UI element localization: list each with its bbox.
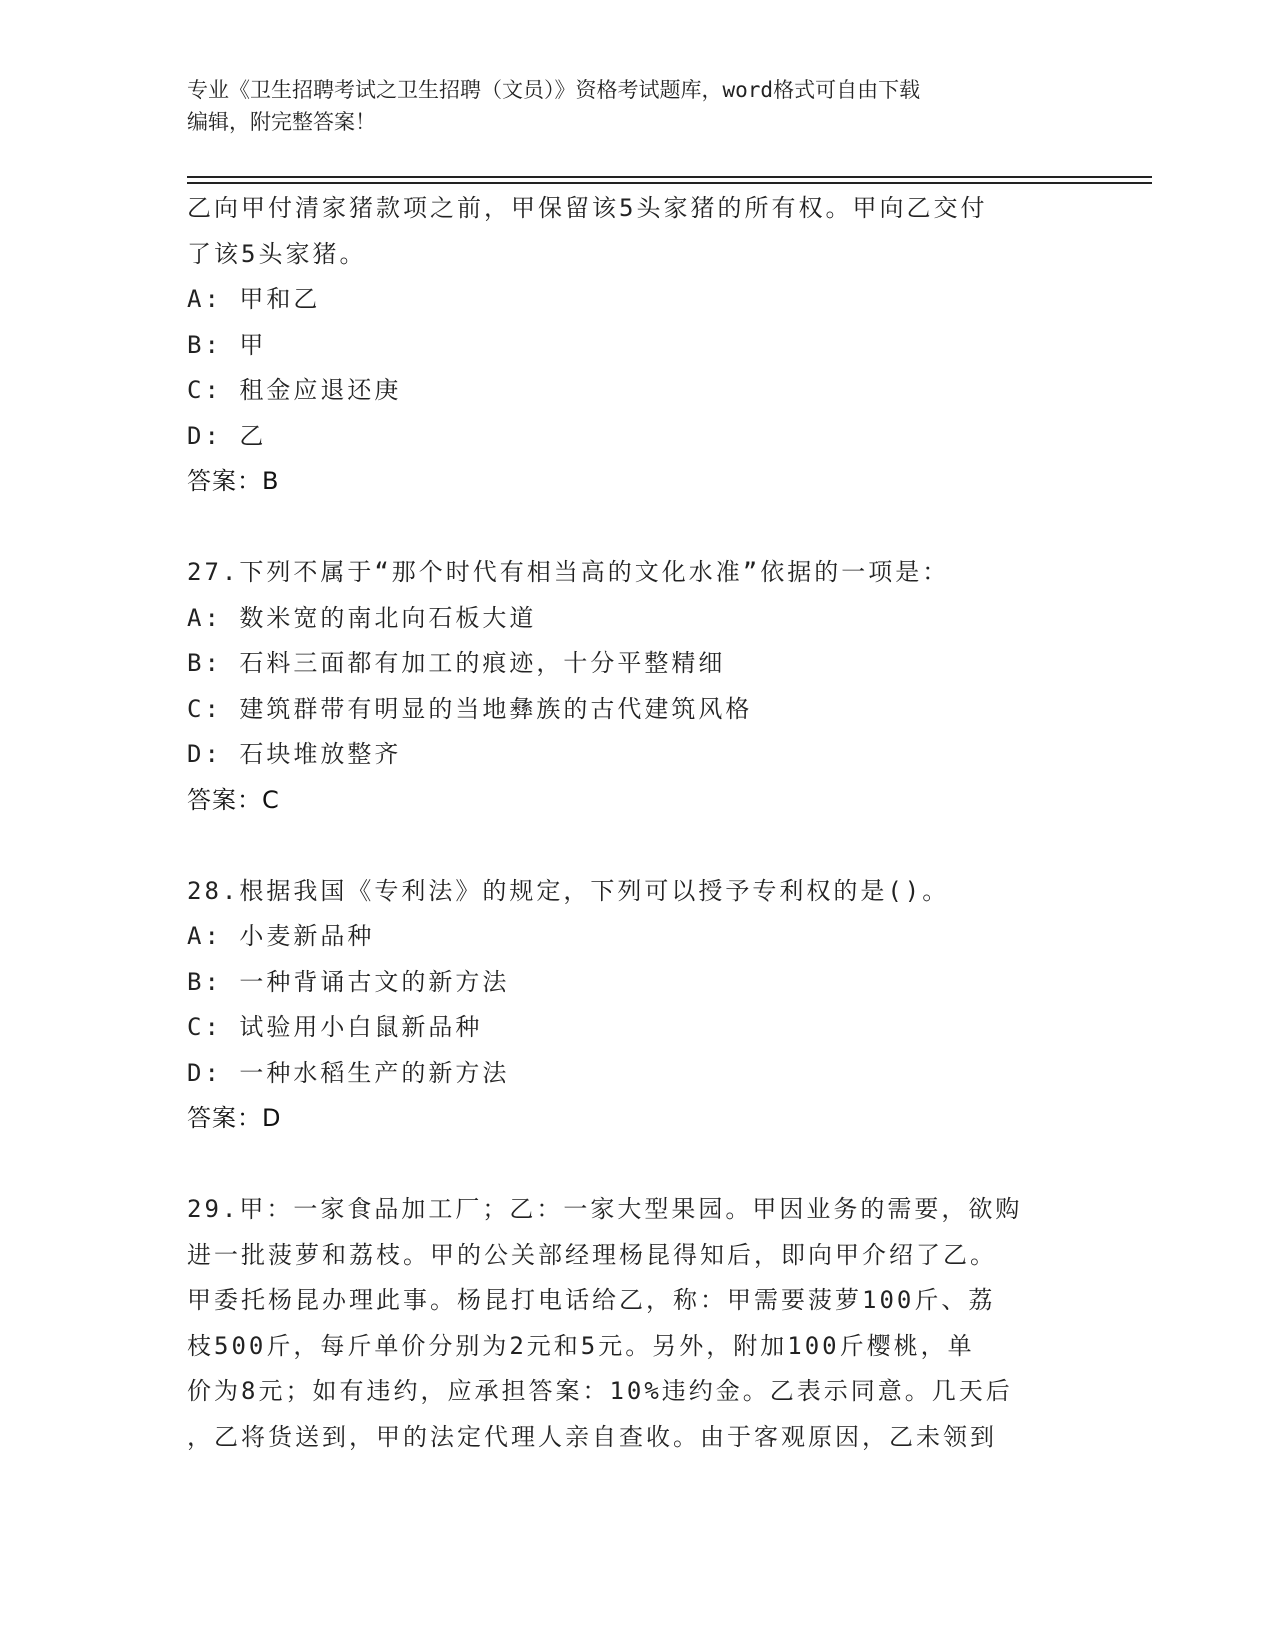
answer-label: 答案：C bbox=[187, 785, 280, 814]
intro-text-line: 乙向甲付清家猪款项之前，甲保留该5头家猪的所有权。甲向乙交付 bbox=[187, 194, 988, 222]
option-c: C: 试验用小白鼠新品种 bbox=[187, 1013, 483, 1041]
option-d-text: 石块堆放整齐 bbox=[239, 740, 402, 768]
option-a: A: 数米宽的南北向石板大道 bbox=[187, 603, 537, 632]
question-29 bbox=[187, 1187, 1077, 1460]
option-b-text: 甲 bbox=[239, 330, 267, 359]
intro-text-line: 了该5头家猪。 bbox=[187, 239, 367, 268]
option-c-text: 建筑群带有明显的当地彝族的古代建筑风格 bbox=[239, 694, 753, 723]
option-a: A: 甲和乙 bbox=[187, 285, 321, 313]
option-c: C: 建筑群带有明显的当地彝族的古代建筑风格 bbox=[187, 694, 753, 723]
question-text-line: ，乙将货送到，甲的法定代理人亲自查收。由于客观原因，乙未领到 bbox=[187, 1422, 997, 1451]
option-d: D: 乙 bbox=[187, 421, 267, 450]
option-a: A: 小麦新品种 bbox=[187, 922, 375, 950]
option-c: C: 租金应退还庚 bbox=[187, 376, 402, 404]
header-line-2: 编辑，附完整答案！ bbox=[187, 110, 376, 134]
question-text-line: 价为8元；如有违约，应承担答案：10%违约金。乙表示同意。几天后 bbox=[187, 1377, 1013, 1405]
intro-question bbox=[187, 186, 1077, 505]
header-divider-top bbox=[187, 176, 1152, 178]
option-d-text: 乙 bbox=[239, 421, 267, 450]
option-a-text: 甲和乙 bbox=[239, 285, 321, 313]
option-b: B: 石料三面都有加工的痕迹，十分平整精细 bbox=[187, 649, 726, 677]
option-b: B: 一种背诵古文的新方法 bbox=[187, 967, 510, 996]
option-d: D: 一种水稻生产的新方法 bbox=[187, 1058, 510, 1087]
answer-label: 答案：B bbox=[187, 467, 280, 495]
question-content bbox=[187, 186, 1077, 1460]
question-stem: 28.根据我国《专利法》的规定，下列可以授予专利权的是()。 bbox=[187, 876, 950, 905]
question-text-line: 29.甲：一家食品加工厂；乙：一家大型果园。甲因业务的需要，欲购 bbox=[187, 1195, 1023, 1223]
question-28 bbox=[187, 869, 1077, 1142]
answer-label: 答案：D bbox=[187, 1104, 282, 1132]
option-b: B: 甲 bbox=[187, 330, 267, 359]
question-text-line: 进一批菠萝和荔枝。甲的公关部经理杨昆得知后，即向甲介绍了乙。 bbox=[187, 1240, 997, 1269]
question-stem: 27.下列不属于“那个时代有相当高的文化水准”依据的一项是： bbox=[187, 558, 950, 586]
option-c-text: 试验用小白鼠新品种 bbox=[239, 1013, 483, 1041]
header-line-1: 专业《卫生招聘考试之卫生招聘（文员）》资格考试题库，word格式可自由下载 bbox=[187, 78, 921, 102]
option-a-text: 数米宽的南北向石板大道 bbox=[239, 603, 537, 632]
option-b-text: 石料三面都有加工的痕迹，十分平整精细 bbox=[239, 649, 726, 677]
header-divider-bottom bbox=[187, 182, 1152, 184]
option-a-text: 小麦新品种 bbox=[239, 922, 375, 950]
option-d: D: 石块堆放整齐 bbox=[187, 740, 402, 768]
question-text-line: 甲委托杨昆办理此事。杨昆打电话给乙，称：甲需要菠萝100斤、荔 bbox=[187, 1286, 996, 1314]
option-b-text: 一种背诵古文的新方法 bbox=[239, 967, 510, 996]
question-27 bbox=[187, 550, 1077, 823]
question-text-line: 枝500斤，每斤单价分别为2元和5元。另外，附加100斤樱桃，单 bbox=[187, 1331, 975, 1360]
option-d-text: 一种水稻生产的新方法 bbox=[239, 1058, 510, 1087]
document-header bbox=[187, 74, 1067, 138]
option-c-text: 租金应退还庚 bbox=[239, 376, 402, 404]
